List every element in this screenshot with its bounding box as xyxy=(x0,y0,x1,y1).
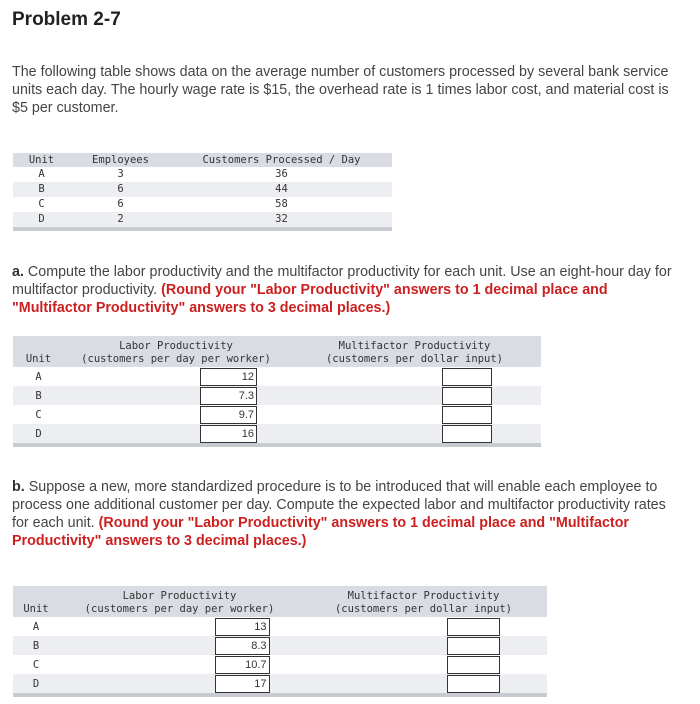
table-row xyxy=(13,197,392,212)
table-row xyxy=(13,424,541,445)
multifactor-input[interactable] xyxy=(447,618,500,636)
col-header-labor xyxy=(59,586,300,617)
customers-cell: 36 xyxy=(275,168,288,180)
labor-input[interactable]: 7.3 xyxy=(200,387,257,405)
table-row xyxy=(13,182,392,197)
multifactor-input[interactable] xyxy=(442,406,492,424)
problem-title: Problem 2-7 xyxy=(12,9,121,30)
customers-cell: 32 xyxy=(171,212,392,229)
col-header-multifactor xyxy=(288,336,541,367)
multifactor-input[interactable] xyxy=(447,637,500,655)
labor-cell xyxy=(64,386,288,405)
multifactor-cell xyxy=(288,386,541,405)
labor-cell xyxy=(59,674,300,695)
unit-cell: A xyxy=(38,168,45,180)
labor-input[interactable]: 16 xyxy=(200,425,257,443)
multifactor-subtitle: (customers per dollar input) xyxy=(325,353,503,365)
part-a-instruction: (Round your "Labor Productivity" answers to 1 decimal place and "Multifactor Productivity" answers to 3 decimal places.) xyxy=(12,282,608,316)
part-a-prompt xyxy=(12,263,684,317)
col-header-unit: Unit xyxy=(13,336,64,367)
multifactor-cell xyxy=(300,617,547,636)
unit-cell: B xyxy=(13,386,64,405)
employees-cell: 3 xyxy=(117,168,124,180)
labor-input[interactable]: 9.7 xyxy=(200,406,257,424)
labor-input[interactable]: 10.7 xyxy=(215,656,270,674)
col-header-unit: Unit xyxy=(13,153,70,167)
unit-cell: C xyxy=(32,658,40,671)
labor-input[interactable]: 8.3 xyxy=(215,637,270,655)
part-b-instruction: (Round your "Labor Productivity" answers to 1 decimal place and "Multifactor Productivity" answers to 3 decimal places.) xyxy=(12,515,629,549)
labor-cell xyxy=(59,617,300,636)
multifactor-cell xyxy=(300,674,547,695)
labor-cell xyxy=(59,636,300,655)
labor-cell xyxy=(59,655,300,674)
employees-cell: 6 xyxy=(117,198,124,210)
unit-cell: D xyxy=(13,674,59,695)
unit-cell: A xyxy=(35,370,42,383)
unit-cell: B xyxy=(13,636,59,655)
part-b-text: Suppose a new, more standardized procedure is to be introduced that will enable each employee to process one additional customer per day. Compute the expected labor and multifactor productivity rates for each unit. xyxy=(12,479,666,531)
unit-cell: C xyxy=(38,198,45,210)
multifactor-subtitle: (customers per dollar input) xyxy=(334,603,512,615)
customers-cell: 44 xyxy=(171,182,392,197)
labor-input[interactable]: 13 xyxy=(215,618,270,636)
table-row xyxy=(13,212,392,229)
part-a-text: Compute the labor productivity and the multifactor productivity for each unit. Use an eight-hour day for multifactor productivity. xyxy=(12,264,672,298)
unit-cell: D xyxy=(13,424,64,445)
part-b-label: b. xyxy=(12,479,25,495)
multifactor-input[interactable] xyxy=(442,387,492,405)
multifactor-cell xyxy=(288,405,541,424)
multifactor-input[interactable] xyxy=(447,675,500,693)
multifactor-cell xyxy=(288,367,541,386)
employees-cell: 6 xyxy=(70,182,171,197)
multifactor-title: Multifactor Productivity xyxy=(347,590,500,602)
multifactor-cell xyxy=(288,424,541,445)
customers-cell: 58 xyxy=(275,198,288,210)
labor-title: Labor Productivity xyxy=(122,590,237,602)
multifactor-cell xyxy=(300,636,547,655)
unit-cell: A xyxy=(32,620,40,633)
labor-cell xyxy=(64,424,288,445)
unit-cell: C xyxy=(35,408,42,421)
multifactor-input[interactable] xyxy=(447,656,500,674)
labor-input[interactable]: 12 xyxy=(200,368,257,386)
labor-subtitle: (customers per day per worker) xyxy=(84,603,275,615)
table-row xyxy=(13,367,541,386)
labor-input[interactable]: 17 xyxy=(215,675,270,693)
unit-cell: B xyxy=(13,182,70,197)
labor-cell xyxy=(64,405,288,424)
multifactor-title: Multifactor Productivity xyxy=(338,340,491,352)
col-header-customers: Customers Processed / Day xyxy=(171,153,392,167)
col-header-labor xyxy=(64,336,288,367)
multifactor-input[interactable] xyxy=(442,368,492,386)
table-row xyxy=(13,674,547,695)
multifactor-cell xyxy=(300,655,547,674)
part-b-table xyxy=(13,586,547,697)
table-row xyxy=(13,636,547,655)
unit-cell: D xyxy=(13,212,70,229)
col-header-employees: Employees xyxy=(70,153,171,167)
table-row xyxy=(13,405,541,424)
multifactor-input[interactable] xyxy=(442,425,492,443)
table-row xyxy=(13,167,392,182)
col-header-multifactor xyxy=(300,586,547,617)
table-row xyxy=(13,617,547,636)
data-table xyxy=(13,153,392,231)
table-row xyxy=(13,655,547,674)
part-a-label: a. xyxy=(12,264,24,280)
intro-paragraph: The following table shows data on the average number of customers processed by several bank service units each day. The hourly wage rate is $15, the overhead rate is 1 times labor cost, and material cost is $5 per customer. xyxy=(12,64,669,116)
col-header-unit: Unit xyxy=(13,586,59,617)
labor-subtitle: (customers per day per worker) xyxy=(81,353,271,365)
labor-cell xyxy=(64,367,288,386)
employees-cell: 2 xyxy=(70,212,171,229)
table-row xyxy=(13,386,541,405)
part-a-table xyxy=(13,336,541,447)
part-b-prompt xyxy=(12,478,684,550)
labor-title: Labor Productivity xyxy=(119,340,233,352)
